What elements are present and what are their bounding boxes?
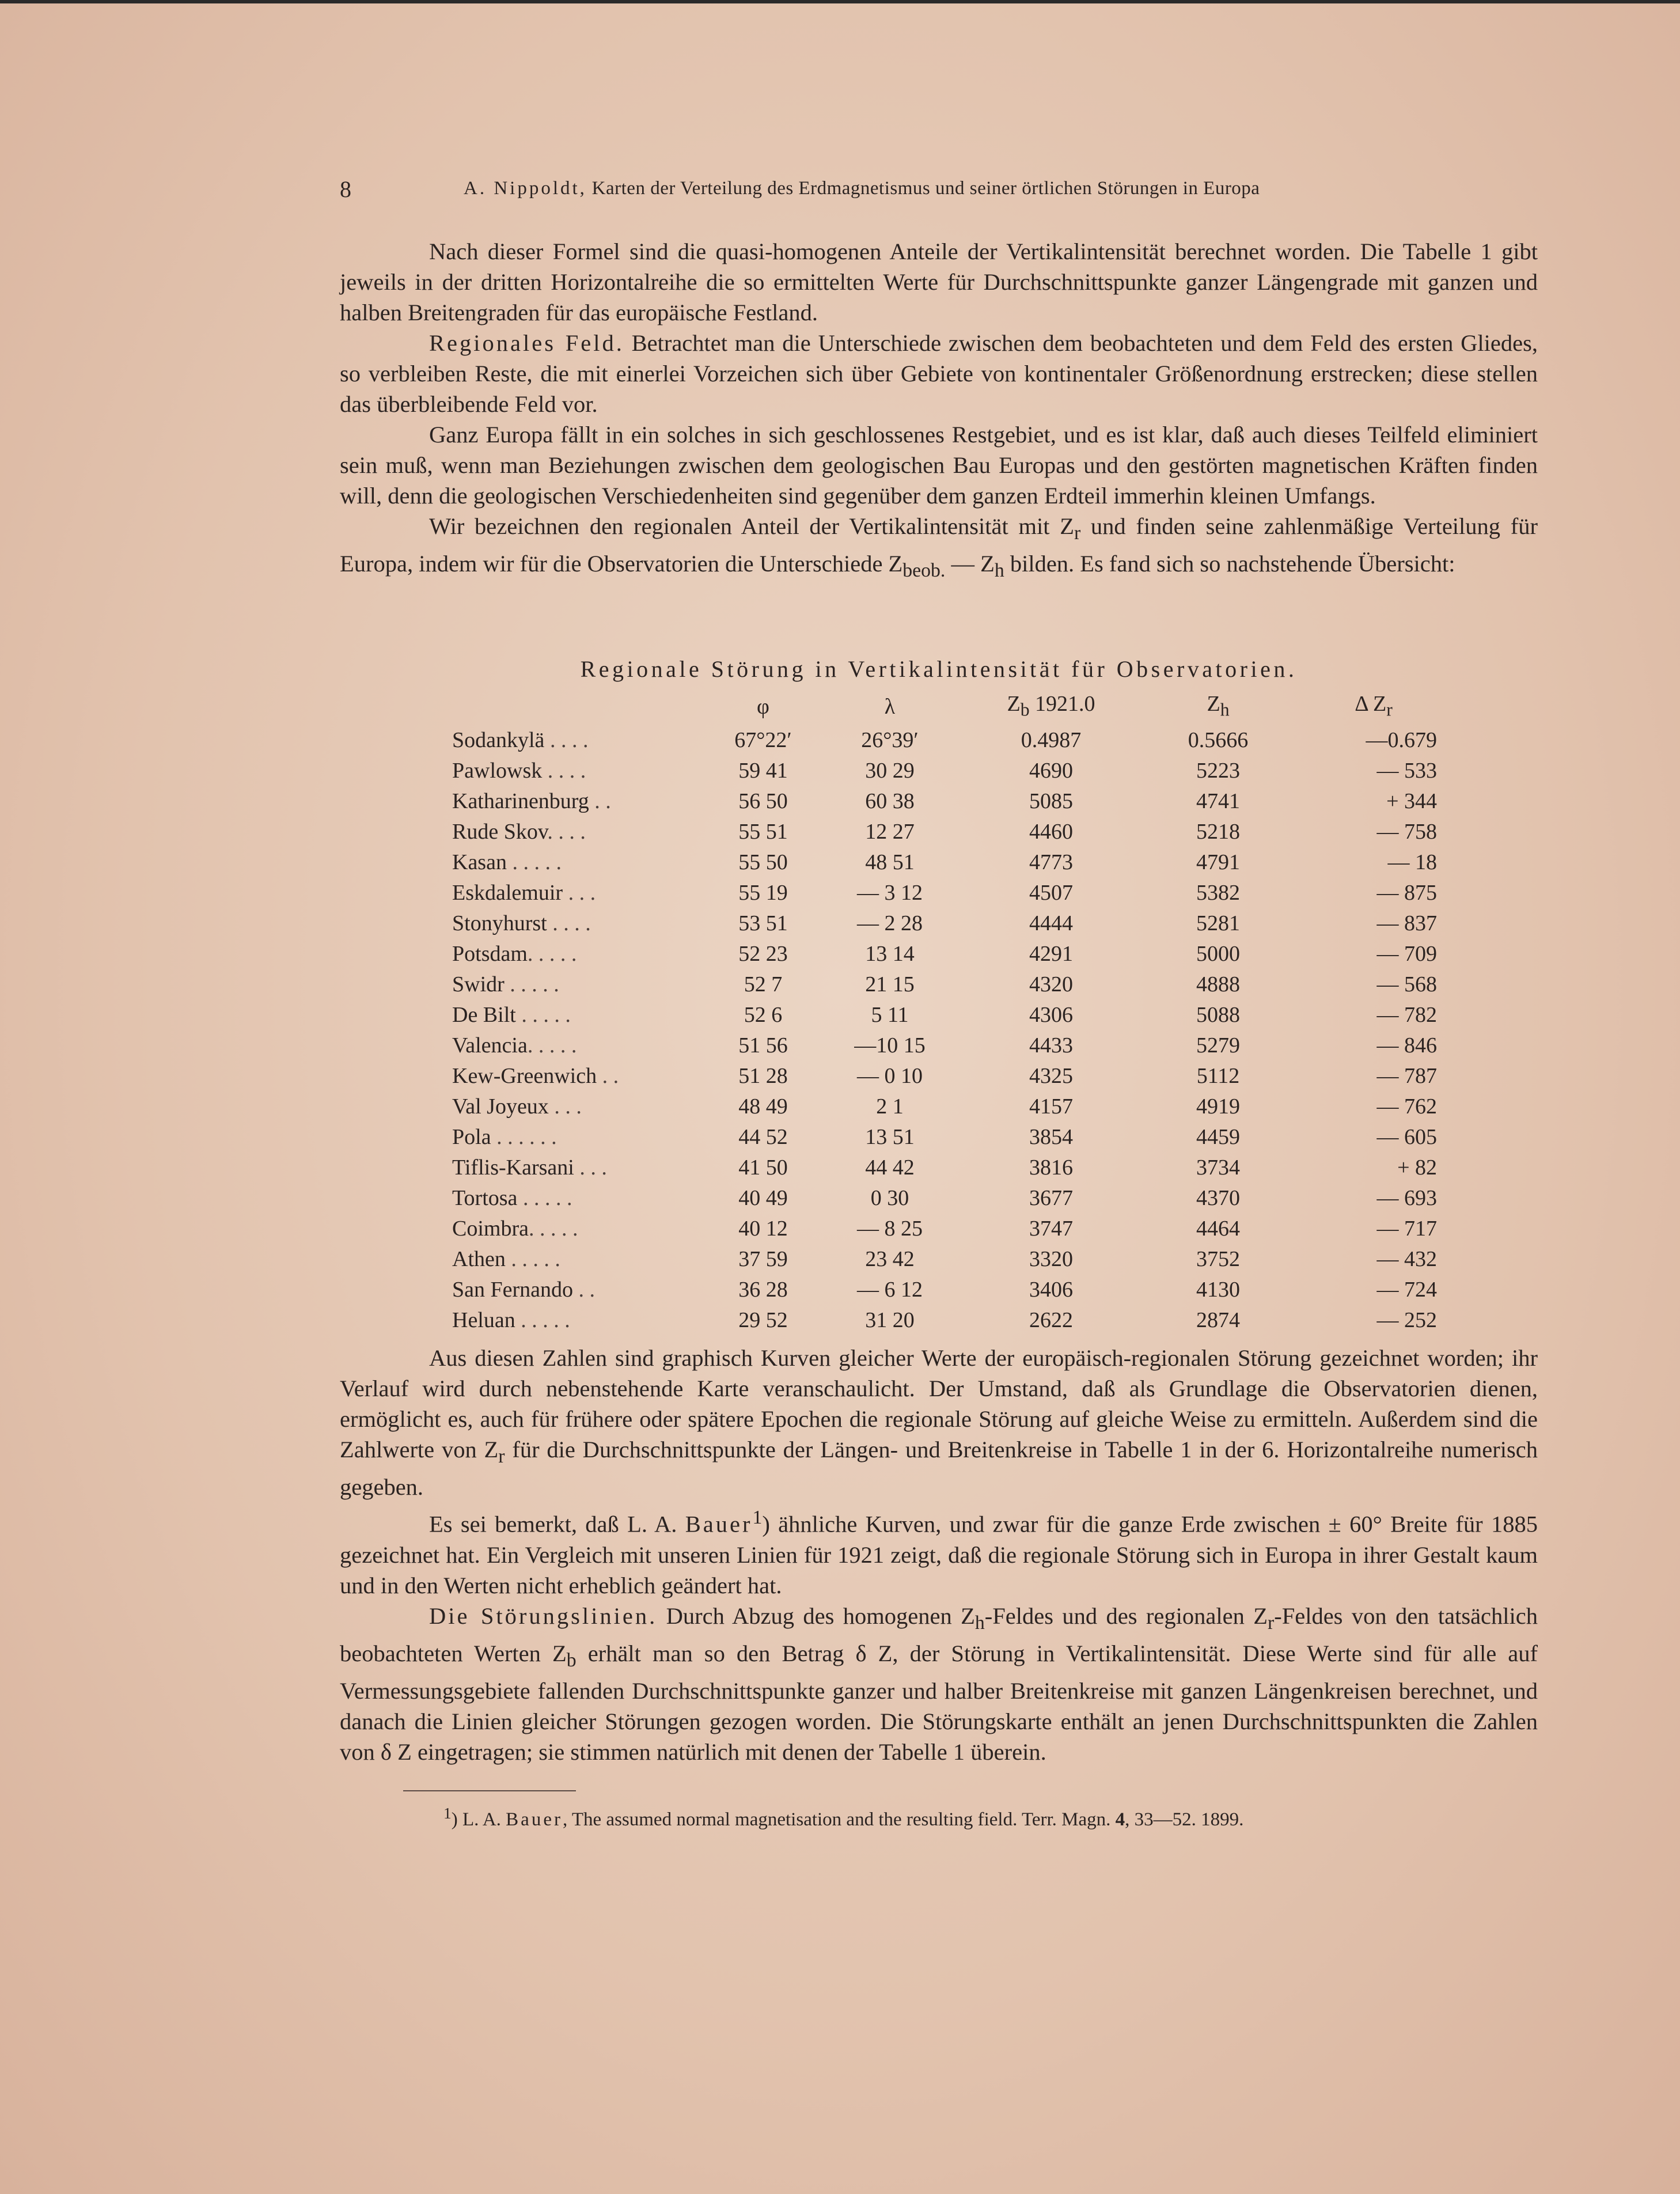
cell-name bbox=[452, 1275, 723, 1305]
table-row bbox=[452, 1305, 1437, 1336]
observatory-name: San Fernando bbox=[452, 1277, 574, 1302]
header-dz-sub: r bbox=[1386, 699, 1393, 720]
cell-lambda: 13 14 bbox=[865, 941, 915, 966]
table-body bbox=[452, 725, 1437, 1336]
footnote-ref[interactable]: 1 bbox=[752, 1507, 763, 1529]
leader-dots: . . . bbox=[548, 1094, 582, 1119]
leader-dots: . . . . . bbox=[505, 1246, 560, 1271]
observatory-name: Coimbra bbox=[452, 1216, 529, 1241]
table-row bbox=[452, 1275, 1437, 1305]
bauer-text-2: ) ähnliche Kurven, und zwar für die ganze Erde zwischen ± 60° Breite für 1885 gezeichnet hat. Ein Vergleich mit unseren Linien für 1921 zeigt, daß die regionale Störung sich in Europa in ihrer Gestalt kaum und in den Werten nicht erheblich geändert hat. bbox=[340, 1511, 1538, 1598]
cell-zb: 4325 bbox=[1029, 1063, 1073, 1088]
cell-dz: — 693 bbox=[1376, 1185, 1437, 1210]
paragraph-europe: Ganz Europa fällt in ein solches in sich geschlossenes Restgebiet, und es ist klar, daß auch dieses Teilfeld eliminiert sein muß, wenn man Beziehungen zwischen dem geologischen Bau Europas und den gestörten magnetischen Kräften finden will, denn die geologischen Verschiedenheiten sind gegenüber dem ganzen Erdteil immerhin kleinen Umfangs. bbox=[340, 422, 1538, 509]
cell-name bbox=[452, 1214, 723, 1244]
cell-zh: 5088 bbox=[1196, 1002, 1240, 1027]
table-row bbox=[452, 1030, 1437, 1061]
cell-zh: 4888 bbox=[1196, 972, 1240, 996]
table-row bbox=[452, 908, 1437, 939]
table-row bbox=[452, 1153, 1437, 1183]
header-zb bbox=[976, 689, 1126, 725]
observatory-name: Pola bbox=[452, 1124, 491, 1149]
cell-name bbox=[452, 908, 723, 939]
cell-name bbox=[452, 1305, 723, 1336]
cell-dz: —0.679 bbox=[1366, 727, 1437, 752]
footnote-marker: 1 bbox=[443, 1804, 452, 1822]
cell-lambda: 30 29 bbox=[865, 758, 915, 783]
cell-name bbox=[452, 1153, 723, 1183]
header-zh-sub: h bbox=[1220, 699, 1230, 720]
cell-name bbox=[452, 969, 723, 1000]
observatory-name: Stonyhurst bbox=[452, 911, 547, 935]
cell-dz: + 82 bbox=[1397, 1155, 1437, 1180]
cell-zh: 5112 bbox=[1196, 1063, 1240, 1088]
leader-dots: . . . . . . bbox=[491, 1124, 557, 1149]
cell-lambda: —10 15 bbox=[854, 1033, 926, 1058]
header-name bbox=[452, 689, 723, 725]
paragraph-zr bbox=[340, 511, 1538, 586]
cell-phi: 44 52 bbox=[738, 1124, 788, 1149]
cell-lambda: 48 51 bbox=[865, 850, 915, 874]
cell-zh: 4791 bbox=[1196, 850, 1240, 874]
cell-zb: 3816 bbox=[1029, 1155, 1073, 1180]
leader-dots: . . . . . bbox=[528, 1216, 578, 1241]
cell-lambda: — 3 12 bbox=[857, 880, 923, 905]
cell-lambda: — 0 10 bbox=[857, 1063, 923, 1088]
cell-phi: 52 7 bbox=[744, 972, 783, 996]
observatory-name: Pawlowsk bbox=[452, 758, 543, 783]
footnote-divider bbox=[403, 1790, 576, 1791]
cell-lambda: 21 15 bbox=[865, 972, 915, 996]
header-dz bbox=[1310, 689, 1437, 725]
sl-text-4: erhält man so den Betrag δ Z, der Störung in Vertikalintensität. Diese Werte sind für alle auf Vermessungsgebiete fallenden Durchschnittspunkte ganzer und halber Breitenkreise mit ganzen Längenkreisen berechnet, und danach die Linien gleicher Störungen gezogen worden. Die Störungskarte enthält an jenen Durchschnittspunkten die Zahlen von δ Z eingetragen; sie stimmen natürlich mit denen der Tabelle 1 überein. bbox=[340, 1640, 1538, 1765]
header-zh-symbol: Z bbox=[1207, 692, 1220, 716]
cell-dz: — 875 bbox=[1376, 880, 1437, 905]
curves-sub-r: r bbox=[498, 1446, 505, 1468]
zr-text-3: — Z bbox=[945, 551, 995, 577]
leader-dots: . . . . . bbox=[504, 972, 559, 996]
leader-dots: . . . . . bbox=[517, 1185, 572, 1210]
table-caption: Regionale Störung in Vertikalintensität für Observatorien. bbox=[580, 656, 1298, 682]
leader-dots: . . . . bbox=[547, 911, 591, 935]
cell-dz: — 533 bbox=[1376, 758, 1437, 783]
header-phi: φ bbox=[757, 694, 769, 719]
paragraph-stoerungslinien bbox=[340, 1601, 1538, 1767]
observatory-name: Kew-Greenwich bbox=[452, 1063, 597, 1088]
observatory-name: Swidr bbox=[452, 972, 505, 996]
table-row bbox=[452, 817, 1437, 847]
table-row bbox=[452, 786, 1437, 817]
observatory-name: Sodankylä bbox=[452, 727, 545, 752]
leader-dots: . . . . . bbox=[515, 1002, 571, 1027]
cell-zh: 4919 bbox=[1196, 1094, 1240, 1119]
cell-dz: — 846 bbox=[1376, 1033, 1437, 1058]
cell-zb: 4306 bbox=[1029, 1002, 1073, 1027]
zr-text-1: Wir bezeichnen den regionalen Anteil der Vertikalintensität mit Z bbox=[429, 513, 1074, 539]
cell-phi: 51 56 bbox=[738, 1033, 788, 1058]
cell-dz: — 782 bbox=[1376, 1002, 1437, 1027]
paragraph-curves bbox=[340, 1343, 1538, 1502]
cell-zb: 4444 bbox=[1029, 911, 1073, 935]
cell-zh: 4741 bbox=[1196, 789, 1240, 813]
cell-zh: 3734 bbox=[1196, 1155, 1240, 1180]
cell-zh: 5382 bbox=[1196, 880, 1240, 905]
cell-dz: — 837 bbox=[1376, 911, 1437, 935]
cell-lambda: 31 20 bbox=[865, 1308, 915, 1332]
cell-zb: 4690 bbox=[1029, 758, 1073, 783]
cell-name bbox=[452, 1000, 723, 1030]
zr-sub-h: h bbox=[994, 560, 1004, 582]
table-row bbox=[452, 1092, 1437, 1122]
header-zb-symbol: Z bbox=[1007, 692, 1021, 716]
leader-dots: . . bbox=[573, 1277, 596, 1302]
cell-phi: 29 52 bbox=[738, 1308, 788, 1332]
leader-dots: . . . . bbox=[544, 727, 589, 752]
cell-zb: 3320 bbox=[1029, 1246, 1073, 1271]
cell-zb: 3854 bbox=[1029, 1124, 1073, 1149]
sl-text-2: -Feldes und des regionalen Z bbox=[984, 1602, 1268, 1629]
table-row bbox=[452, 1122, 1437, 1153]
bauer-text-1: Es sei bemerkt, daß L. A. bbox=[429, 1511, 685, 1537]
table-row bbox=[452, 1214, 1437, 1244]
cell-lambda: 12 27 bbox=[865, 819, 915, 844]
cell-lambda: 23 42 bbox=[865, 1246, 915, 1271]
cell-phi: 41 50 bbox=[738, 1155, 788, 1180]
heading-stoerungslinien: Die Störungslinien. bbox=[429, 1602, 658, 1629]
cell-zh: 3752 bbox=[1196, 1246, 1240, 1271]
cell-phi: 37 59 bbox=[738, 1246, 788, 1271]
cell-lambda: 44 42 bbox=[865, 1155, 915, 1180]
cell-lambda: 0 30 bbox=[870, 1185, 909, 1210]
cell-lambda: — 8 25 bbox=[857, 1216, 923, 1241]
cell-dz: — 18 bbox=[1387, 850, 1437, 874]
table-row bbox=[452, 878, 1437, 908]
cell-name bbox=[452, 817, 723, 847]
cell-lambda: 2 1 bbox=[876, 1094, 904, 1119]
cell-phi: 53 51 bbox=[738, 911, 788, 935]
sl-sub-h: h bbox=[974, 1612, 985, 1634]
table-row bbox=[452, 1061, 1437, 1092]
footnote-text-3: , 33—52. 1899. bbox=[1125, 1809, 1244, 1830]
cell-lambda: 13 51 bbox=[865, 1124, 915, 1149]
header-lambda: λ bbox=[884, 694, 896, 719]
table-row bbox=[452, 756, 1437, 786]
sl-sub-b: b bbox=[566, 1649, 577, 1671]
observatory-name: Athen bbox=[452, 1246, 506, 1271]
footnote-author: Bauer bbox=[506, 1809, 563, 1830]
cell-zh: 2874 bbox=[1196, 1308, 1240, 1332]
running-title bbox=[464, 178, 1260, 199]
cell-dz: + 344 bbox=[1386, 789, 1437, 813]
cell-zh: 4370 bbox=[1196, 1185, 1240, 1210]
cell-phi: 55 51 bbox=[738, 819, 788, 844]
cell-phi: 67°22′ bbox=[734, 727, 792, 752]
leader-dots: . . . bbox=[563, 880, 596, 905]
cell-zh: 5218 bbox=[1196, 819, 1240, 844]
leader-dots: . . . . . bbox=[527, 1033, 577, 1058]
cell-lambda: — 2 28 bbox=[857, 911, 923, 935]
cell-dz: — 709 bbox=[1376, 941, 1437, 966]
cell-name bbox=[452, 1092, 723, 1122]
cell-phi: 52 23 bbox=[738, 941, 788, 966]
cell-zh: 4464 bbox=[1196, 1216, 1240, 1241]
leader-dots: . . . . bbox=[547, 819, 586, 844]
cell-phi: 36 28 bbox=[738, 1277, 788, 1302]
observatory-name: Eskdalemuir bbox=[452, 880, 563, 905]
zr-sub-beob: beob. bbox=[902, 560, 946, 582]
bauer-name: Bauer bbox=[685, 1511, 753, 1537]
cell-phi: 52 6 bbox=[744, 1002, 783, 1027]
observatory-name: Valencia bbox=[452, 1033, 528, 1058]
zr-sub-r: r bbox=[1074, 522, 1081, 544]
running-author: A. Nippoldt, bbox=[464, 178, 587, 199]
cell-lambda: 60 38 bbox=[865, 789, 915, 813]
body-text-bottom bbox=[340, 1343, 1538, 1767]
paragraph-bauer bbox=[340, 1502, 1538, 1601]
table-row bbox=[452, 1244, 1437, 1275]
cell-zb: 4320 bbox=[1029, 972, 1073, 996]
cell-phi: 40 12 bbox=[738, 1216, 788, 1241]
top-border bbox=[0, 0, 1680, 3]
table-row bbox=[452, 1183, 1437, 1214]
leader-dots: . . . . . bbox=[515, 1308, 570, 1332]
cell-phi: 48 49 bbox=[738, 1094, 788, 1119]
cell-zb: 4460 bbox=[1029, 819, 1073, 844]
footnote-volume: 4 bbox=[1115, 1809, 1125, 1830]
page-number: 8 bbox=[340, 176, 351, 202]
paragraph-regional-text: Betrachtet man die Unterschiede zwischen dem beobachteten und dem Feld des ersten Gliedes, so verbleiben Reste, die mit einerlei Vorzeichen sich über Gebiete von kontinentaler Größenordnung erstrecken; diese stellen das überbleibende Feld vor. bbox=[340, 330, 1538, 417]
cell-dz: — 432 bbox=[1376, 1246, 1437, 1271]
cell-name bbox=[452, 756, 723, 786]
cell-zh: 5000 bbox=[1196, 941, 1240, 966]
cell-zh: 5281 bbox=[1196, 911, 1240, 935]
cell-zb: 5085 bbox=[1029, 789, 1073, 813]
cell-zb: 0.4987 bbox=[1021, 727, 1082, 752]
header-dz-symbol: Δ Z bbox=[1355, 692, 1387, 716]
cell-phi: 55 19 bbox=[738, 880, 788, 905]
cell-lambda: — 6 12 bbox=[857, 1277, 923, 1302]
cell-zb: 4157 bbox=[1029, 1094, 1073, 1119]
cell-name bbox=[452, 1244, 723, 1275]
sl-text-3: -Feldes von den tatsächlich beobachteten Werten Z bbox=[340, 1602, 1538, 1666]
sl-sub-r: r bbox=[1267, 1612, 1275, 1634]
observatory-name: Potsdam bbox=[452, 941, 528, 966]
leader-dots: . . bbox=[597, 1063, 619, 1088]
leader-dots: . . . . . bbox=[506, 850, 562, 874]
cell-phi: 55 50 bbox=[738, 850, 788, 874]
header-zb-sub: b bbox=[1020, 699, 1030, 720]
leader-dots: . . . bbox=[574, 1155, 607, 1180]
cell-name bbox=[452, 725, 723, 756]
cell-dz: — 787 bbox=[1376, 1063, 1437, 1088]
observatory-name: Katharinenburg bbox=[452, 789, 589, 813]
cell-name bbox=[452, 1183, 723, 1214]
cell-phi: 56 50 bbox=[738, 789, 788, 813]
cell-lambda: 5 11 bbox=[871, 1002, 909, 1027]
cell-lambda: 26°39′ bbox=[861, 727, 919, 752]
cell-zh: 4130 bbox=[1196, 1277, 1240, 1302]
observatory-name: Kasan bbox=[452, 850, 507, 874]
cell-zb: 4507 bbox=[1029, 880, 1073, 905]
cell-name bbox=[452, 1061, 723, 1092]
observatory-name: Tortosa bbox=[452, 1185, 518, 1210]
cell-name bbox=[452, 1122, 723, 1153]
observatory-name: De Bilt bbox=[452, 1002, 516, 1027]
cell-zb: 3747 bbox=[1029, 1216, 1073, 1241]
table-row bbox=[452, 725, 1437, 756]
cell-zb: 4291 bbox=[1029, 941, 1073, 966]
cell-zb: 3406 bbox=[1029, 1277, 1073, 1302]
paragraph-regional bbox=[340, 328, 1538, 419]
cell-dz: — 762 bbox=[1376, 1094, 1437, 1119]
paragraph-formula: Nach dieser Formel sind die quasi-homogenen Anteile der Vertikalintensität berechnet worden. Die Tabelle 1 gibt jeweils in der dritten Horizontalreihe die so ermittelten Werte für Durchschnittspunkte ganzer Längengrade mit ganzen und halben Breitengraden für das europäische Festland. bbox=[340, 238, 1538, 325]
curves-text-1: Aus diesen Zahlen sind graphisch Kurven gleicher Werte der europäisch-regionalen Störung gezeichnet worden; ihr Verlauf wird durch nebenstehende Karte veranschaulicht. Der Umstand, daß als Grundlage die Observatorien dienen, ermöglicht es, auch für frühere oder spätere Epochen die regionale Störung auf gleiche Weise zu ermitteln. Außerdem sind die Zahlwerte von Z bbox=[340, 1345, 1538, 1462]
body-text-top bbox=[340, 236, 1538, 586]
cell-name bbox=[452, 939, 723, 969]
cell-phi: 40 49 bbox=[738, 1185, 788, 1210]
cell-name bbox=[452, 786, 723, 817]
footnote-text-2: , The assumed normal magnetisation and the resulting field. Terr. Magn. bbox=[562, 1809, 1116, 1830]
observatory-name: Val Joyeux bbox=[452, 1094, 549, 1119]
observatory-name: Heluan bbox=[452, 1308, 515, 1332]
cell-zb: 4433 bbox=[1029, 1033, 1073, 1058]
cell-name bbox=[452, 878, 723, 908]
footnote-text-1: ) L. A. bbox=[451, 1809, 506, 1830]
cell-dz: — 252 bbox=[1376, 1308, 1437, 1332]
table-row bbox=[452, 847, 1437, 878]
leader-dots: . . . . . bbox=[527, 941, 577, 966]
heading-regional: Regionales Feld. bbox=[429, 330, 624, 356]
cell-dz: — 568 bbox=[1376, 972, 1437, 996]
observatory-table bbox=[452, 689, 1437, 1336]
header-zb-year: 1921.0 bbox=[1029, 692, 1095, 716]
leader-dots: . . bbox=[589, 789, 611, 813]
cell-zh: 5223 bbox=[1196, 758, 1240, 783]
leader-dots: . . . . bbox=[542, 758, 586, 783]
cell-dz: — 758 bbox=[1376, 819, 1437, 844]
curves-text-2: für die Durchschnittspunkte der Längen- und Breitenkreise in Tabelle 1 in der 6. Horizontalreihe numerisch gegeben. bbox=[340, 1437, 1538, 1500]
cell-name bbox=[452, 847, 723, 878]
cell-phi: 51 28 bbox=[738, 1063, 788, 1088]
cell-name bbox=[452, 1030, 723, 1061]
zr-text-4: bilden. Es fand sich so nachstehende Übersicht: bbox=[1004, 551, 1455, 577]
table-row bbox=[452, 939, 1437, 969]
table-row bbox=[452, 969, 1437, 1000]
cell-zb: 3677 bbox=[1029, 1185, 1073, 1210]
cell-phi: 59 41 bbox=[738, 758, 788, 783]
table-row bbox=[452, 1000, 1437, 1030]
cell-dz: — 717 bbox=[1376, 1216, 1437, 1241]
header-zh bbox=[1126, 689, 1310, 725]
cell-zh: 5279 bbox=[1196, 1033, 1240, 1058]
zr-text-2: und finden seine zahlenmäßige Verteilung für Europa, indem wir für die Observatorien die Unterschiede Z bbox=[340, 513, 1538, 577]
running-head bbox=[340, 176, 1538, 204]
cell-dz: — 724 bbox=[1376, 1277, 1437, 1302]
sl-text-1: Durch Abzug des homogenen Z bbox=[657, 1602, 975, 1629]
observatory-name: Rude Skov bbox=[452, 819, 548, 844]
cell-zb: 4773 bbox=[1029, 850, 1073, 874]
table-header-row bbox=[452, 689, 1437, 725]
cell-zb: 2622 bbox=[1029, 1308, 1073, 1332]
observatory-name: Tiflis-Karsani bbox=[452, 1155, 574, 1180]
cell-zh: 0.5666 bbox=[1188, 727, 1249, 752]
cell-zh: 4459 bbox=[1196, 1124, 1240, 1149]
footnote bbox=[443, 1804, 1243, 1831]
cell-dz: — 605 bbox=[1376, 1124, 1437, 1149]
running-title-text: Karten der Verteilung des Erdmagnetismus und seiner örtlichen Störungen in Europa bbox=[591, 178, 1260, 199]
